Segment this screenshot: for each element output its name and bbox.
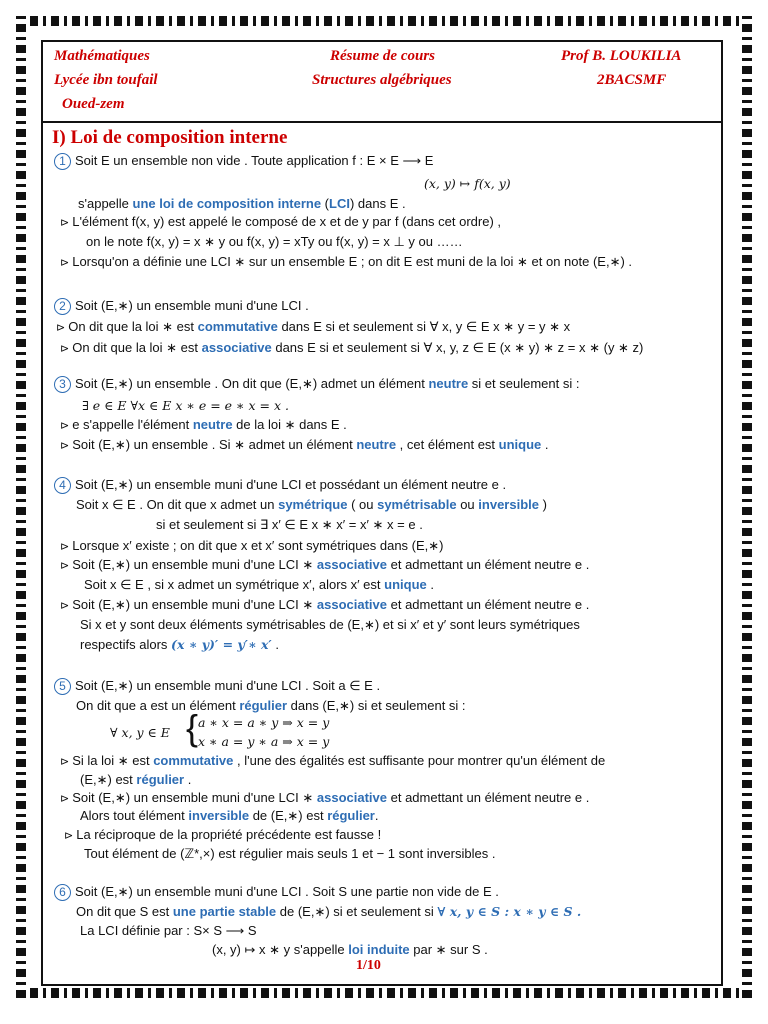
para3-formula: ∃ e ∈ E ∀x ∈ E x ∗ e = e ∗ x = x . (82, 398, 289, 413)
para5-bullet2: ⊳ Soit (E,∗) un ensemble muni d'une LCI ∗ associative et admettant un élément neutre e . (60, 790, 590, 805)
bullet-arrow-icon: ⊳ (60, 541, 70, 553)
header-school: Lycée ibn toufail (54, 72, 158, 88)
para2-line1: 2 Soit (E,∗) un ensemble muni d'une LCI . (54, 298, 309, 315)
para4-bullet1: ⊳ Lorsque x′ existe ; on dit que x et x′ sont symétriques dans (E,∗) (60, 538, 444, 553)
bullet-arrow-icon: ⊳ (60, 343, 70, 355)
para5-regular-line: (E,∗) est régulier . (80, 772, 192, 787)
para4-bullet3: ⊳ Soit (E,∗) un ensemble muni d'une LCI ∗ associative et admettant un élément neutre e . (60, 597, 590, 612)
decorative-border-left (16, 16, 26, 998)
page-number: 1/10 (356, 958, 381, 973)
header-city: Oued-zem (62, 96, 125, 112)
para5-bullet1: ⊳ Si la loi ∗ est commutative , l'une des égalités est suffisante pour montrer qu'un élément de (60, 753, 606, 768)
decorative-border-right (742, 16, 752, 998)
header-separator (41, 121, 721, 123)
para1-mapping: (x, y) ↦ f(x, y) (424, 176, 511, 191)
para5-left-cancel: a ∗ x = a ∗ y ⇒ x = y (198, 715, 330, 730)
bullet-arrow-icon: ⊳ (60, 217, 70, 229)
bullet-arrow-icon: ⊳ (60, 440, 70, 452)
item-number-badge: 1 (54, 153, 71, 170)
page-frame (41, 40, 723, 986)
para5-regular-def: On dit que a est un élément régulier dans (E,∗) si et seulement si : (76, 698, 466, 713)
left-brace-icon: { (186, 707, 199, 748)
para4-condition: si et seulement si ∃ x′ ∈ E x ∗ x′ = x′ ∗ x = e . (156, 517, 423, 532)
header-class: 2BACSMF (597, 72, 667, 88)
para5-line1: 5 Soit (E,∗) un ensemble muni d'une LCI . Soit a ∈ E . (54, 678, 380, 695)
decorative-border-bottom (22, 988, 746, 998)
header-doc-type: Résume de cours (330, 48, 435, 64)
item-number-badge: 4 (54, 477, 71, 494)
header-subject: Mathématiques (54, 48, 150, 64)
para5-bullet3: ⊳ La réciproque de la propriété précédente est fausse ! (64, 827, 382, 842)
para1-definition: s'appelle une loi de composition interne (LCI) dans E . (78, 196, 406, 211)
para5-right-cancel: x ∗ a = y ∗ a ⇒ x = y (198, 734, 330, 749)
decorative-border-top (22, 16, 746, 26)
item-number-badge: 2 (54, 298, 71, 315)
bullet-arrow-icon: ⊳ (64, 830, 74, 842)
bullet-arrow-icon: ⊳ (56, 322, 66, 334)
bullet-arrow-icon: ⊳ (60, 756, 70, 768)
para4-symmetrisable: Si x et y sont deux éléments symétrisables de (E,∗) et si x′ et y′ sont leurs symétriques (80, 617, 580, 632)
para4-formula: respectifs alors (x ∗ y)′ = y′∗ x′ . (80, 637, 279, 652)
para5-quantifier: ∀ x, y ∈ E (110, 725, 170, 740)
para3-line1: 3 Soit (E,∗) un ensemble . On dit que (E,∗) admet un élément neutre si et seulement si : (54, 376, 579, 393)
para1-line1: 1 Soit E un ensemble non vide . Toute application f : E × E ⟶ E (54, 153, 433, 170)
para6-induced-law: (x, y) ↦ x ∗ y s'appelle loi induite par ∗ sur S . (212, 942, 488, 957)
section-title: I) Loi de composition interne (52, 127, 288, 148)
bullet-arrow-icon: ⊳ (60, 600, 70, 612)
para5-inversible: Alors tout élément inversible de (E,∗) est régulier. (80, 808, 379, 823)
para4-uniqueness: Soit x ∈ E , si x admet un symétrique x′, alors x′ est unique . (84, 577, 434, 592)
para3-bullet2: ⊳ Soit (E,∗) un ensemble . Si ∗ admet un élément neutre , cet élément est unique . (60, 437, 549, 452)
para2-commutative: ⊳ On dit que la loi ∗ est commutative dans E si et seulement si ∀ x, y ∈ E x ∗ y = y ∗ x (56, 319, 571, 334)
para4-line1: 4 Soit (E,∗) un ensemble muni d'une LCI et possédant un élément neutre e . (54, 477, 506, 494)
para2-associative: ⊳ On dit que la loi ∗ est associative dans E si et seulement si ∀ x, y, z ∈ E (x ∗ y) ∗ z = x ∗ (y ∗ z) (60, 340, 644, 355)
para6-stable-def: On dit que S est une partie stable de (E,∗) si et seulement si ∀ x, y ∈ S : x ∗ y ∈ S . (76, 904, 582, 919)
bullet-arrow-icon: ⊳ (60, 793, 70, 805)
para5-example: Tout élément de (ℤ*,×) est régulier mais seuls 1 et − 1 sont inversibles . (84, 846, 496, 861)
para1-bullet1: ⊳ L'élément f(x, y) est appelé le composé de x et de y par f (dans cet ordre) , (60, 214, 502, 229)
para1-notation: on le note f(x, y) = x ∗ y ou f(x, y) = xTy ou f(x, y) = x ⊥ y ou …… (86, 234, 463, 249)
para4-bullet2: ⊳ Soit (E,∗) un ensemble muni d'une LCI ∗ associative et admettant un élément neutre e . (60, 557, 590, 572)
header-teacher: Prof B. LOUKILIA (561, 48, 682, 64)
bullet-arrow-icon: ⊳ (60, 560, 70, 572)
item-number-badge: 3 (54, 376, 71, 393)
para1-bullet2: ⊳ Lorsqu'on a définie une LCI ∗ sur un ensemble E ; on dit E est muni de la loi ∗ et on note (E,∗) . (60, 254, 633, 269)
para3-bullet1: ⊳ e s'appelle l'élément neutre de la loi ∗ dans E . (60, 417, 347, 432)
para6-line1: 6 Soit (E,∗) un ensemble muni d'une LCI . Soit S une partie non vide de E . (54, 884, 499, 901)
item-number-badge: 5 (54, 678, 71, 695)
bullet-arrow-icon: ⊳ (60, 420, 70, 432)
bullet-arrow-icon: ⊳ (60, 257, 70, 269)
para4-symmetric-def: Soit x ∈ E . On dit que x admet un symétrique ( ou symétrisable ou inversible ) (76, 497, 547, 512)
para6-induced-map: La LCI définie par : S× S ⟶ S (80, 923, 257, 938)
item-number-badge: 6 (54, 884, 71, 901)
header-topic: Structures algébriques (312, 72, 452, 88)
